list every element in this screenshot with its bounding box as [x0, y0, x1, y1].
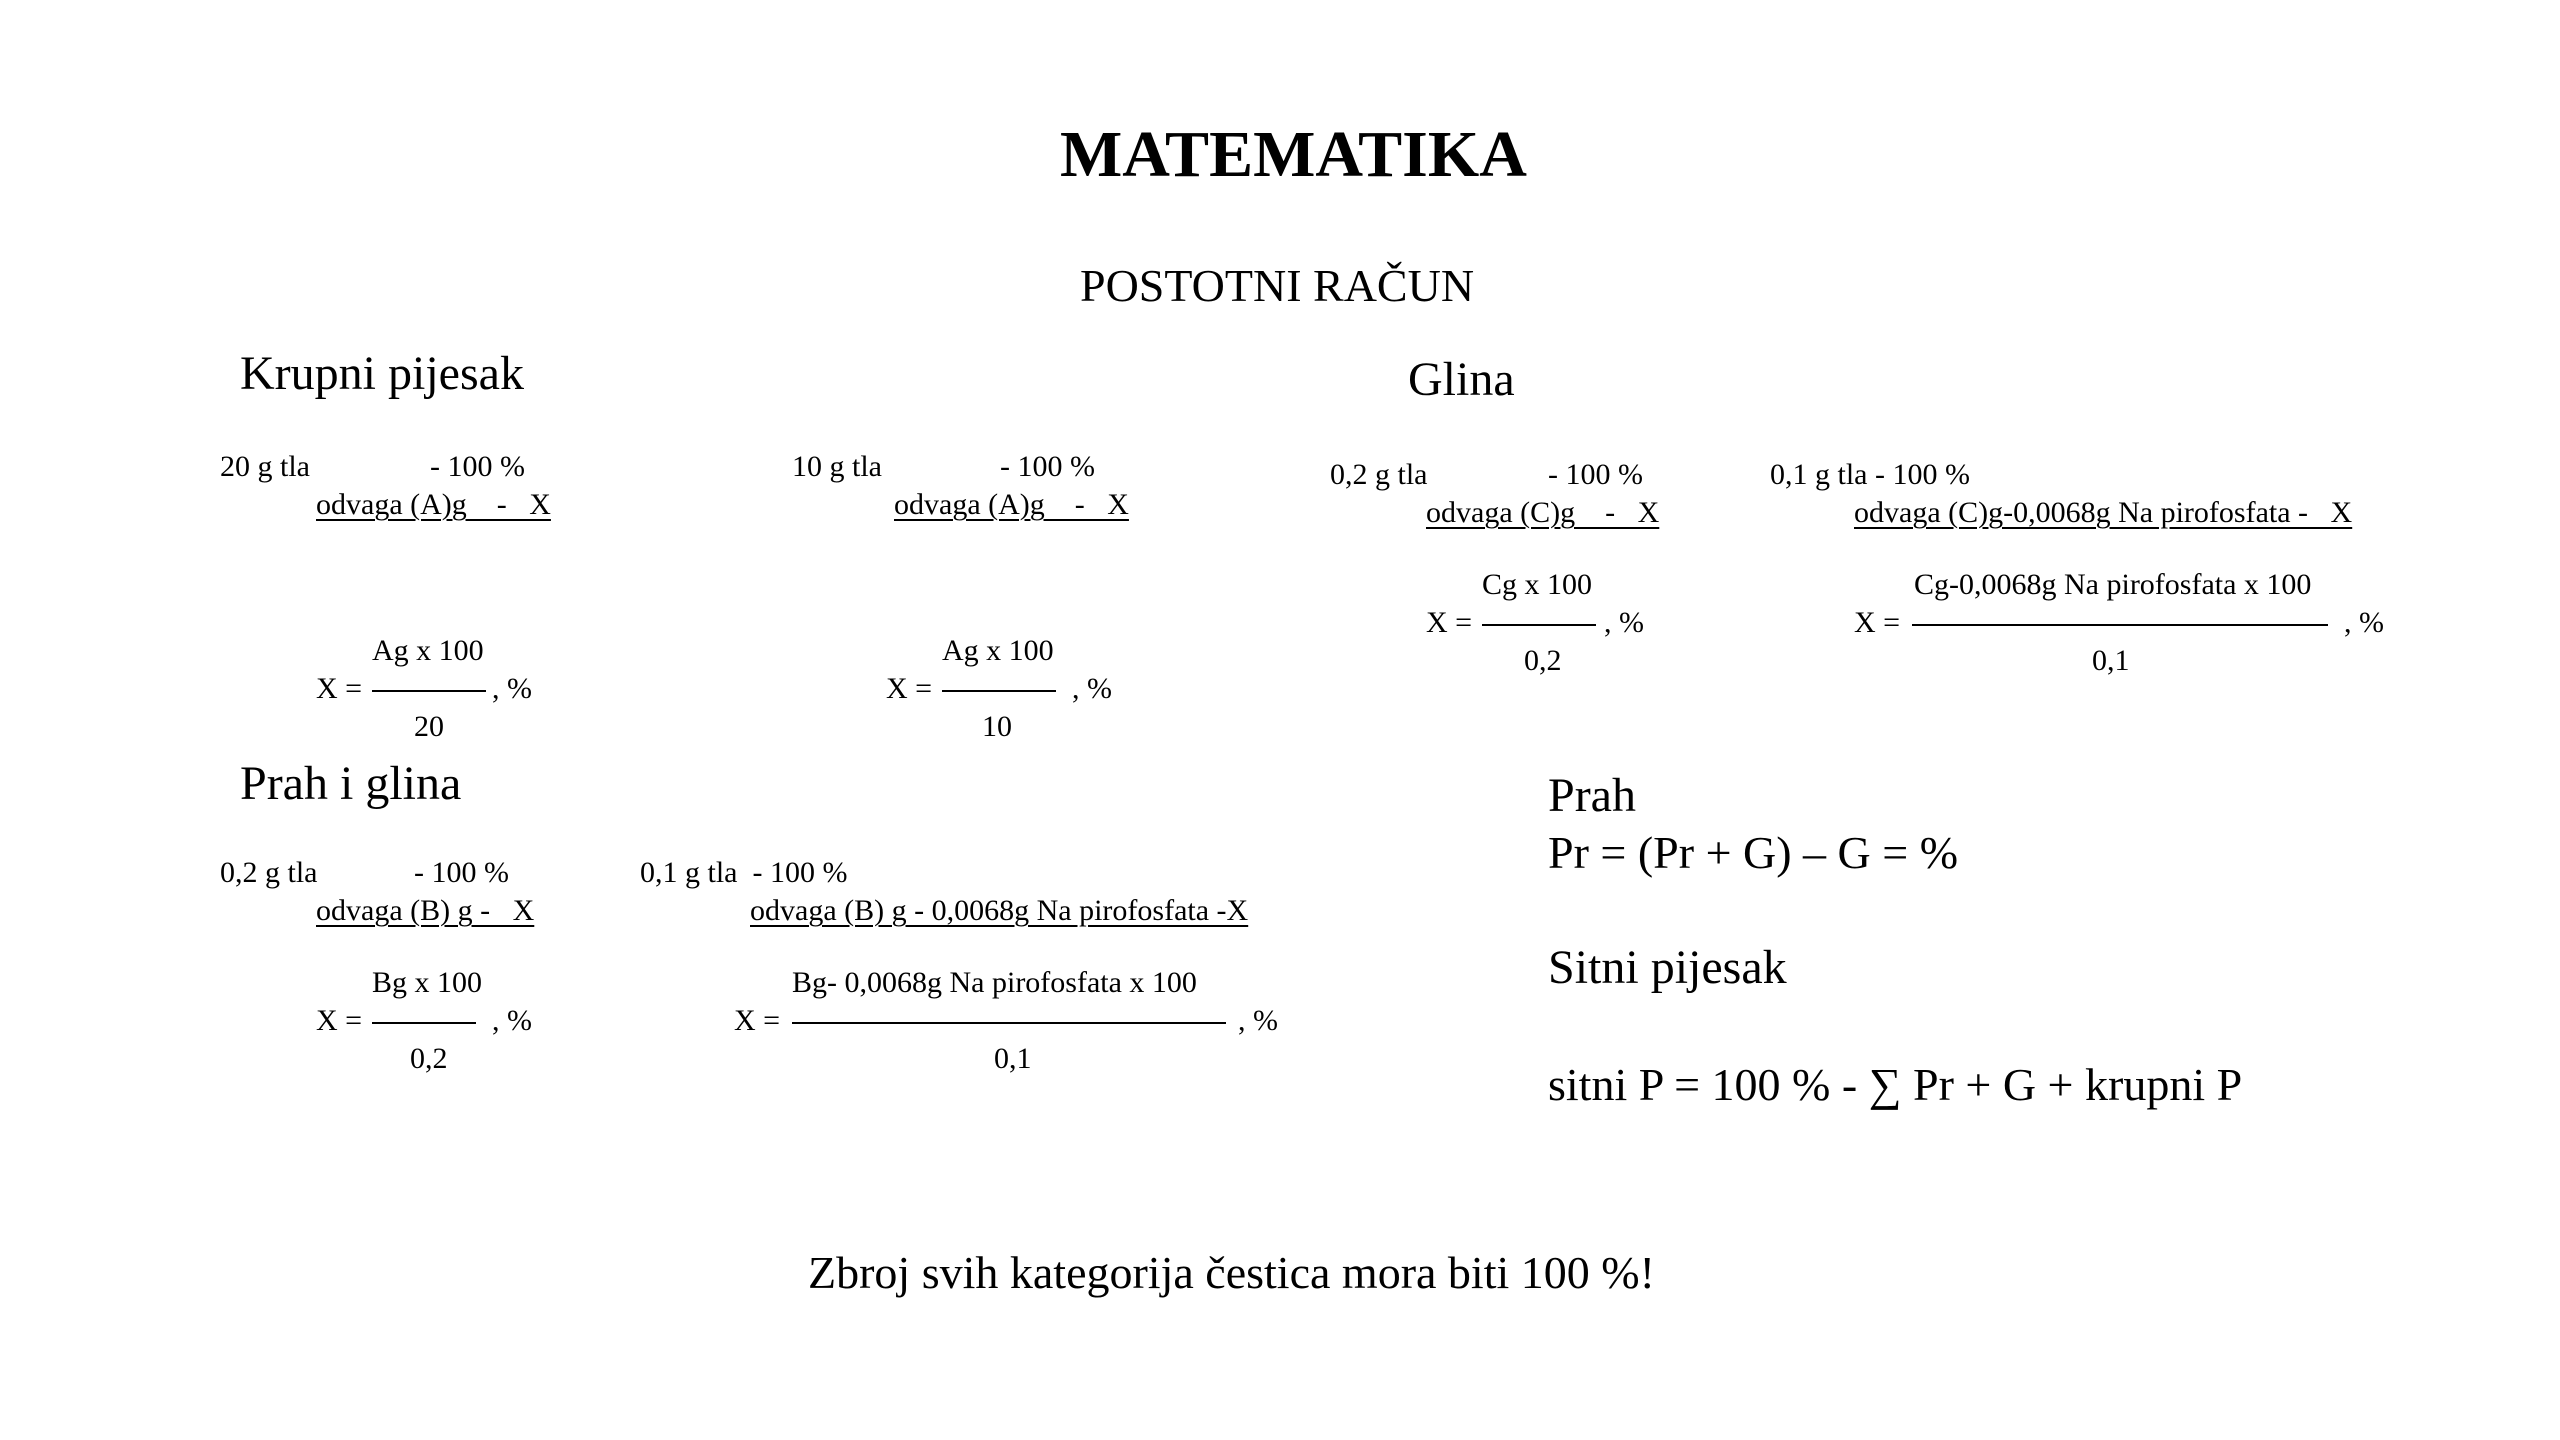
- fraction-bar: [1912, 624, 2328, 626]
- formula-unit: , %: [1604, 606, 1644, 639]
- formula-denominator: 0,2: [1524, 644, 1562, 677]
- formula-unit: , %: [492, 1004, 532, 1037]
- sitni-formula: sitni P = 100 % - ∑ Pr + G + krupni P: [1548, 1059, 2243, 1110]
- krupni-left-row1b: - 100 %: [430, 450, 525, 483]
- formula-numerator: Bg- 0,0068g Na pirofosfata x 100: [792, 966, 1197, 999]
- prah-glina-left-row2: odvaga (B) g - X: [316, 894, 535, 927]
- formula-numerator: Bg x 100: [372, 966, 483, 999]
- fraction-bar: [1482, 624, 1596, 626]
- krupni-left-row2: odvaga (A)g - X: [316, 488, 551, 521]
- formula-lhs: X =: [1854, 606, 1901, 639]
- formula-denominator: 0,1: [994, 1042, 1032, 1075]
- fraction-bar: [942, 690, 1056, 692]
- formula-denominator: 10: [982, 710, 1012, 743]
- prah-formula: Pr = (Pr + G) – G = %: [1548, 827, 1959, 878]
- formula-lhs: X =: [734, 1004, 781, 1037]
- formula-lhs: X =: [316, 672, 363, 705]
- fraction-bar: [372, 690, 486, 692]
- formula-unit: , %: [1072, 672, 1112, 705]
- formula-denominator: 20: [414, 710, 444, 743]
- formula-numerator: Cg-0,0068g Na pirofosfata x 100: [1914, 568, 2312, 601]
- page-subtitle: POSTOTNI RAČUN: [1080, 260, 1475, 311]
- section-heading-prah-i-glina: Prah i glina: [240, 757, 462, 810]
- section-heading-sitni-pijesak: Sitni pijesak: [1548, 941, 1787, 994]
- formula-numerator: Ag x 100: [372, 634, 484, 667]
- prah-glina-left-row1a: 0,2 g tla: [220, 856, 318, 889]
- formula-numerator: Cg x 100: [1482, 568, 1593, 601]
- fraction-bar: [372, 1022, 476, 1024]
- page-title: MATEMATIKA: [1060, 118, 1527, 191]
- formula-unit: , %: [2344, 606, 2384, 639]
- formula-numerator: Ag x 100: [942, 634, 1054, 667]
- formula-denominator: 0,1: [2092, 644, 2130, 677]
- glina-left-row1b: - 100 %: [1548, 458, 1643, 491]
- glina-left-row1a: 0,2 g tla: [1330, 458, 1428, 491]
- formula-lhs: X =: [886, 672, 933, 705]
- prah-glina-right-row1: 0,1 g tla - 100 %: [640, 856, 848, 889]
- glina-right-row1: 0,1 g tla - 100 %: [1770, 458, 1970, 491]
- section-heading-krupni-pijesak: Krupni pijesak: [240, 347, 524, 400]
- krupni-right-row1b: - 100 %: [1000, 450, 1095, 483]
- krupni-right-row2: odvaga (A)g - X: [894, 488, 1129, 521]
- formula-denominator: 0,2: [410, 1042, 448, 1075]
- krupni-right-row1a: 10 g tla: [792, 450, 882, 483]
- krupni-left-row1a: 20 g tla: [220, 450, 310, 483]
- fraction-bar: [792, 1022, 1226, 1024]
- formula-unit: , %: [1238, 1004, 1278, 1037]
- prah-glina-left-row1b: - 100 %: [414, 856, 509, 889]
- footer-note: Zbroj svih kategorija čestica mora biti 100 %!: [808, 1247, 1655, 1298]
- glina-right-row2: odvaga (C)g-0,0068g Na pirofosfata - X: [1854, 496, 2353, 529]
- section-heading-prah: Prah: [1548, 769, 1636, 822]
- formula-lhs: X =: [316, 1004, 363, 1037]
- formula-lhs: X =: [1426, 606, 1473, 639]
- prah-glina-right-row2: odvaga (B) g - 0,0068g Na pirofosfata -X: [750, 894, 1249, 927]
- formula-unit: , %: [492, 672, 532, 705]
- glina-left-row2: odvaga (C)g - X: [1426, 496, 1660, 529]
- section-heading-glina: Glina: [1408, 353, 1515, 406]
